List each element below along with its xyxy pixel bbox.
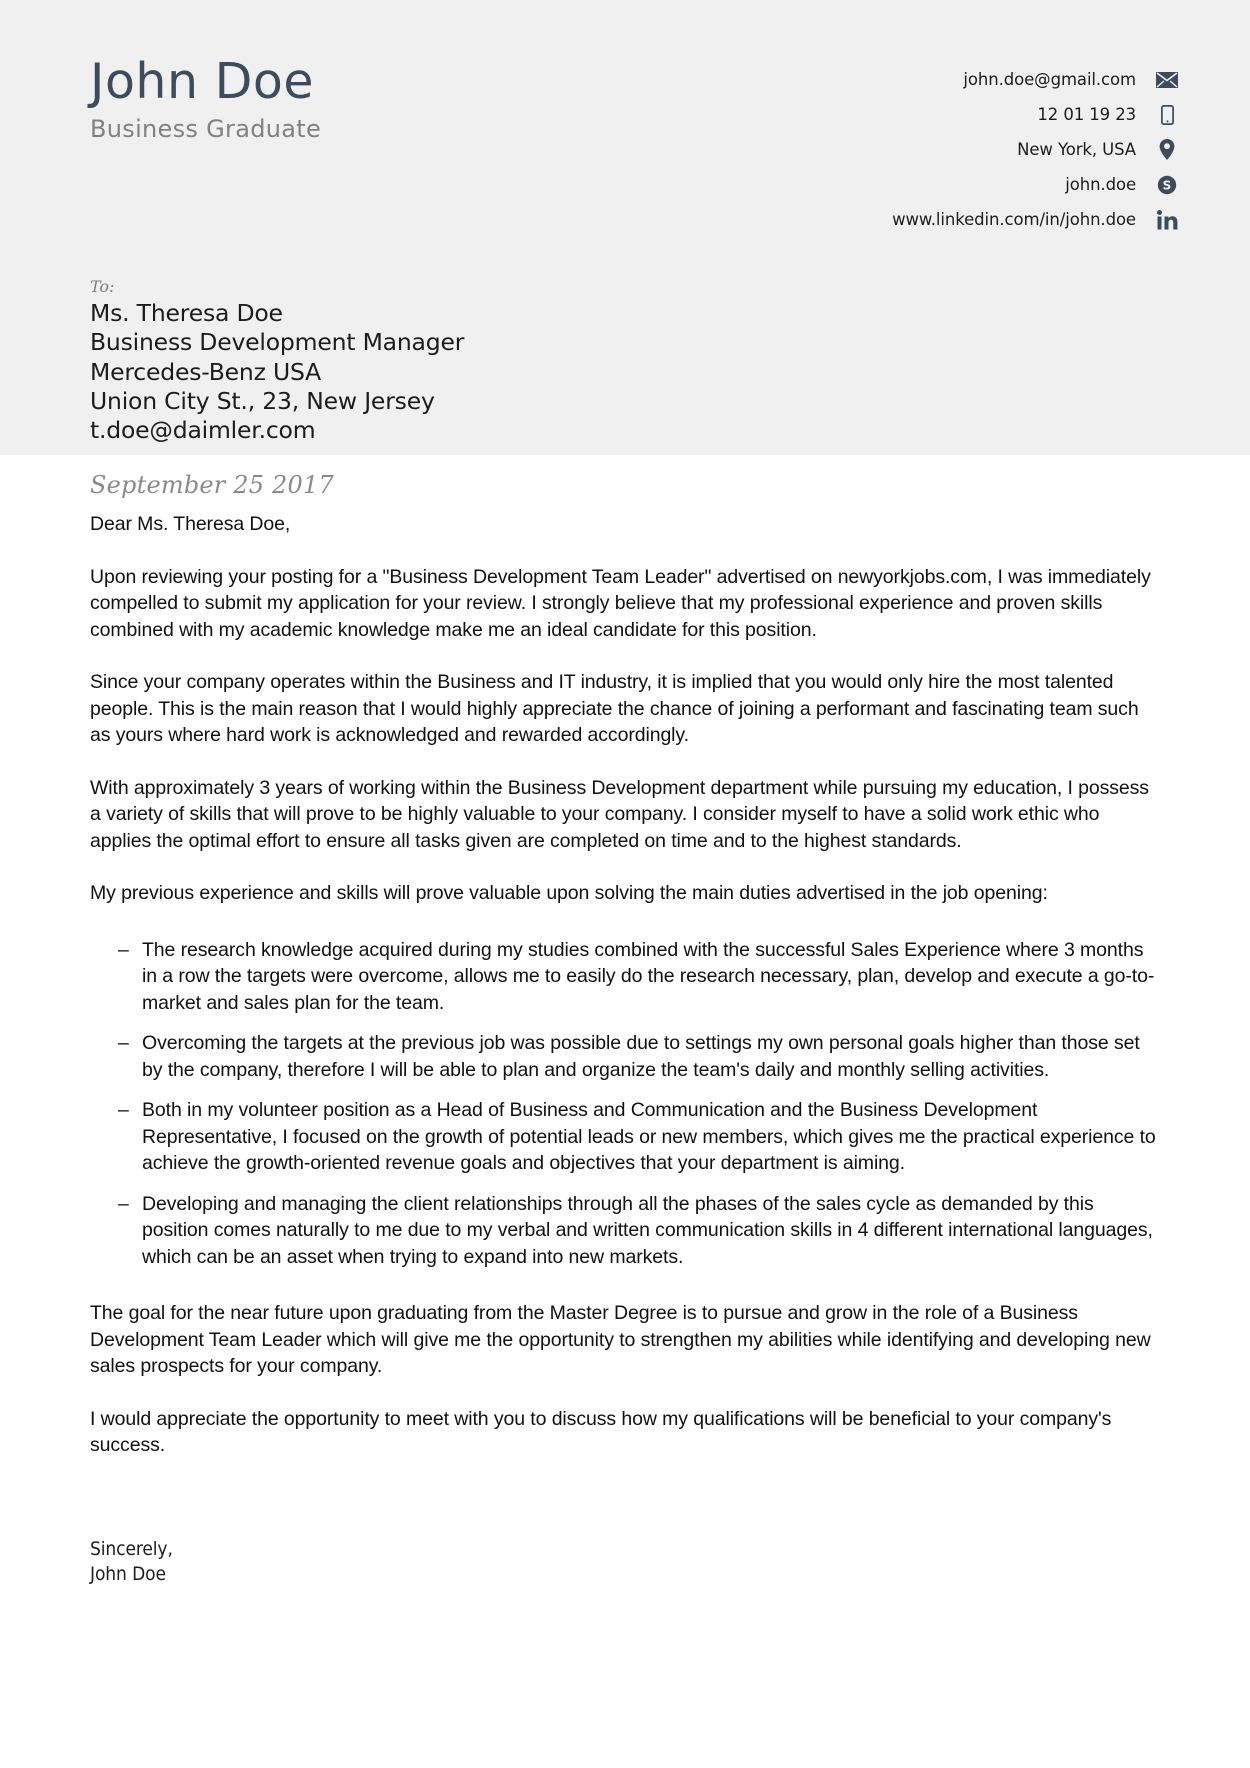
contact-list (882, 62, 1182, 237)
map-pin-icon (1152, 139, 1182, 160)
contact-item-email[interactable] (882, 62, 1182, 97)
to-label: To: (90, 277, 115, 296)
bullet-marker: – (118, 938, 129, 961)
letter-paragraph: Since your company operates within the Business and IT industry, it is implied that you would only hire the most talented people. This is the main reason that I would highly appreciate the chance of joining a performant and fascinating team such as yours where hard work is acknowledged and rewarded accordingly. (90, 671, 1139, 747)
duties-list (90, 937, 1160, 1271)
list-item (118, 937, 1160, 1017)
contact-item-linkedin[interactable] (882, 202, 1182, 237)
linkedin-icon (1152, 210, 1182, 230)
svg-text:S: S (1162, 178, 1172, 193)
mobile-phone-icon (1152, 105, 1182, 125)
contact-location-text: New York, USA (1017, 140, 1136, 159)
letter-date: September 25 2017 (90, 471, 334, 500)
bullet-marker: – (118, 1192, 129, 1215)
closing-block (90, 1300, 1160, 1459)
list-item (118, 1030, 1160, 1083)
sender-job-title: Business Graduate (90, 115, 322, 144)
contact-phone-text: 12 01 19 23 (1037, 105, 1136, 124)
sender-identity (90, 52, 321, 143)
bullet-marker: – (118, 1032, 129, 1055)
letter-paragraph: Upon reviewing your posting for a "Business Development Team Leader" advertised on newyorkjobs.com, I was immediately compelled to submit my application for your review. I strongly believe that my professional experience and proven skills combined with my academic knowledge make me an ideal candidate for this position. (90, 565, 1151, 641)
recipient-email: t.doe@daimler.com (90, 416, 316, 444)
sign-off: Sincerely, (90, 1537, 173, 1560)
letter-body (0, 455, 1250, 1586)
signer-name: John Doe (90, 1562, 166, 1585)
list-item-text: Overcoming the targets at the previous job was possible due to settings my own personal goals higher than those set by the company, therefore I will be able to plan and organize the team's daily and monthly selling activities. (142, 1032, 1140, 1081)
salutation: Dear Ms. Theresa Doe, (90, 513, 291, 535)
list-item (118, 1191, 1160, 1271)
contact-linkedin-text: www.linkedin.com/in/john.doe (892, 210, 1136, 229)
contact-skype-text: john.doe (1065, 175, 1136, 194)
recipient-job-title: Business Development Manager (90, 328, 465, 357)
recipient-address: Union City St., 23, New Jersey (90, 386, 435, 415)
list-item-text: Developing and managing the client relationships through all the phases of the sales cycle as demanded by this position comes naturally to me due to my verbal and written communication skills in 4 different international languages, which can be an asset when trying to expand into new markets. (142, 1192, 1153, 1268)
duties-intro: My previous experience and skills will prove valuable upon solving the main duties advertised in the job opening: (90, 882, 1048, 905)
list-item (118, 1097, 1160, 1177)
contact-item-location[interactable] (882, 132, 1182, 167)
page-title: John Doe (90, 53, 314, 110)
letter-header (0, 0, 1250, 500)
bullet-marker: – (118, 1099, 129, 1122)
recipient-block (90, 277, 1182, 445)
letter-paragraph: With approximately 3 years of working within the Business Development department while pursuing my education, I possess a variety of skills that will prove to be highly valuable to your company. I consider myself to have a solid work ethic who applies the optimal effort to ensure all tasks given are completed on time and to the highest standards. (90, 776, 1149, 852)
recipient-name: Ms. Theresa Doe (90, 299, 283, 327)
recipient-company: Mercedes-Benz USA (90, 357, 322, 386)
contact-item-phone[interactable] (882, 97, 1182, 132)
signature-block (90, 1537, 1160, 1586)
skype-icon (1152, 175, 1182, 195)
contact-email-text: john.doe@gmail.com (963, 70, 1136, 89)
contact-item-skype[interactable] (882, 167, 1182, 202)
closing-paragraph: The goal for the near future upon graduating from the Master Degree is to pursue and grow in the role of a Business Development Team Leader which will give me the opportunity to strengthen my abilities while identifying and developing new sales prospects for your company. (90, 1302, 1151, 1378)
header-top-row (90, 52, 1182, 237)
closing-paragraph: I would appreciate the opportunity to meet with you to discuss how my qualifications will be beneficial to your company's success. (90, 1407, 1112, 1457)
list-item-text: The research knowledge acquired during my studies combined with the successful Sales Experience where 3 months in a row the targets were overcome, allows me to easily do the research necessary, plan, develop and execute a go-to-market and sales plan for the team. (142, 938, 1155, 1014)
list-item-text: Both in my volunteer position as a Head of Business and Communication and the Business Development Representative, I focused on the growth of potential leads or new members, which gives me the practical experience to achieve the growth-oriented revenue goals and objectives that your department is aiming. (142, 1099, 1156, 1175)
envelope-icon (1152, 72, 1182, 88)
